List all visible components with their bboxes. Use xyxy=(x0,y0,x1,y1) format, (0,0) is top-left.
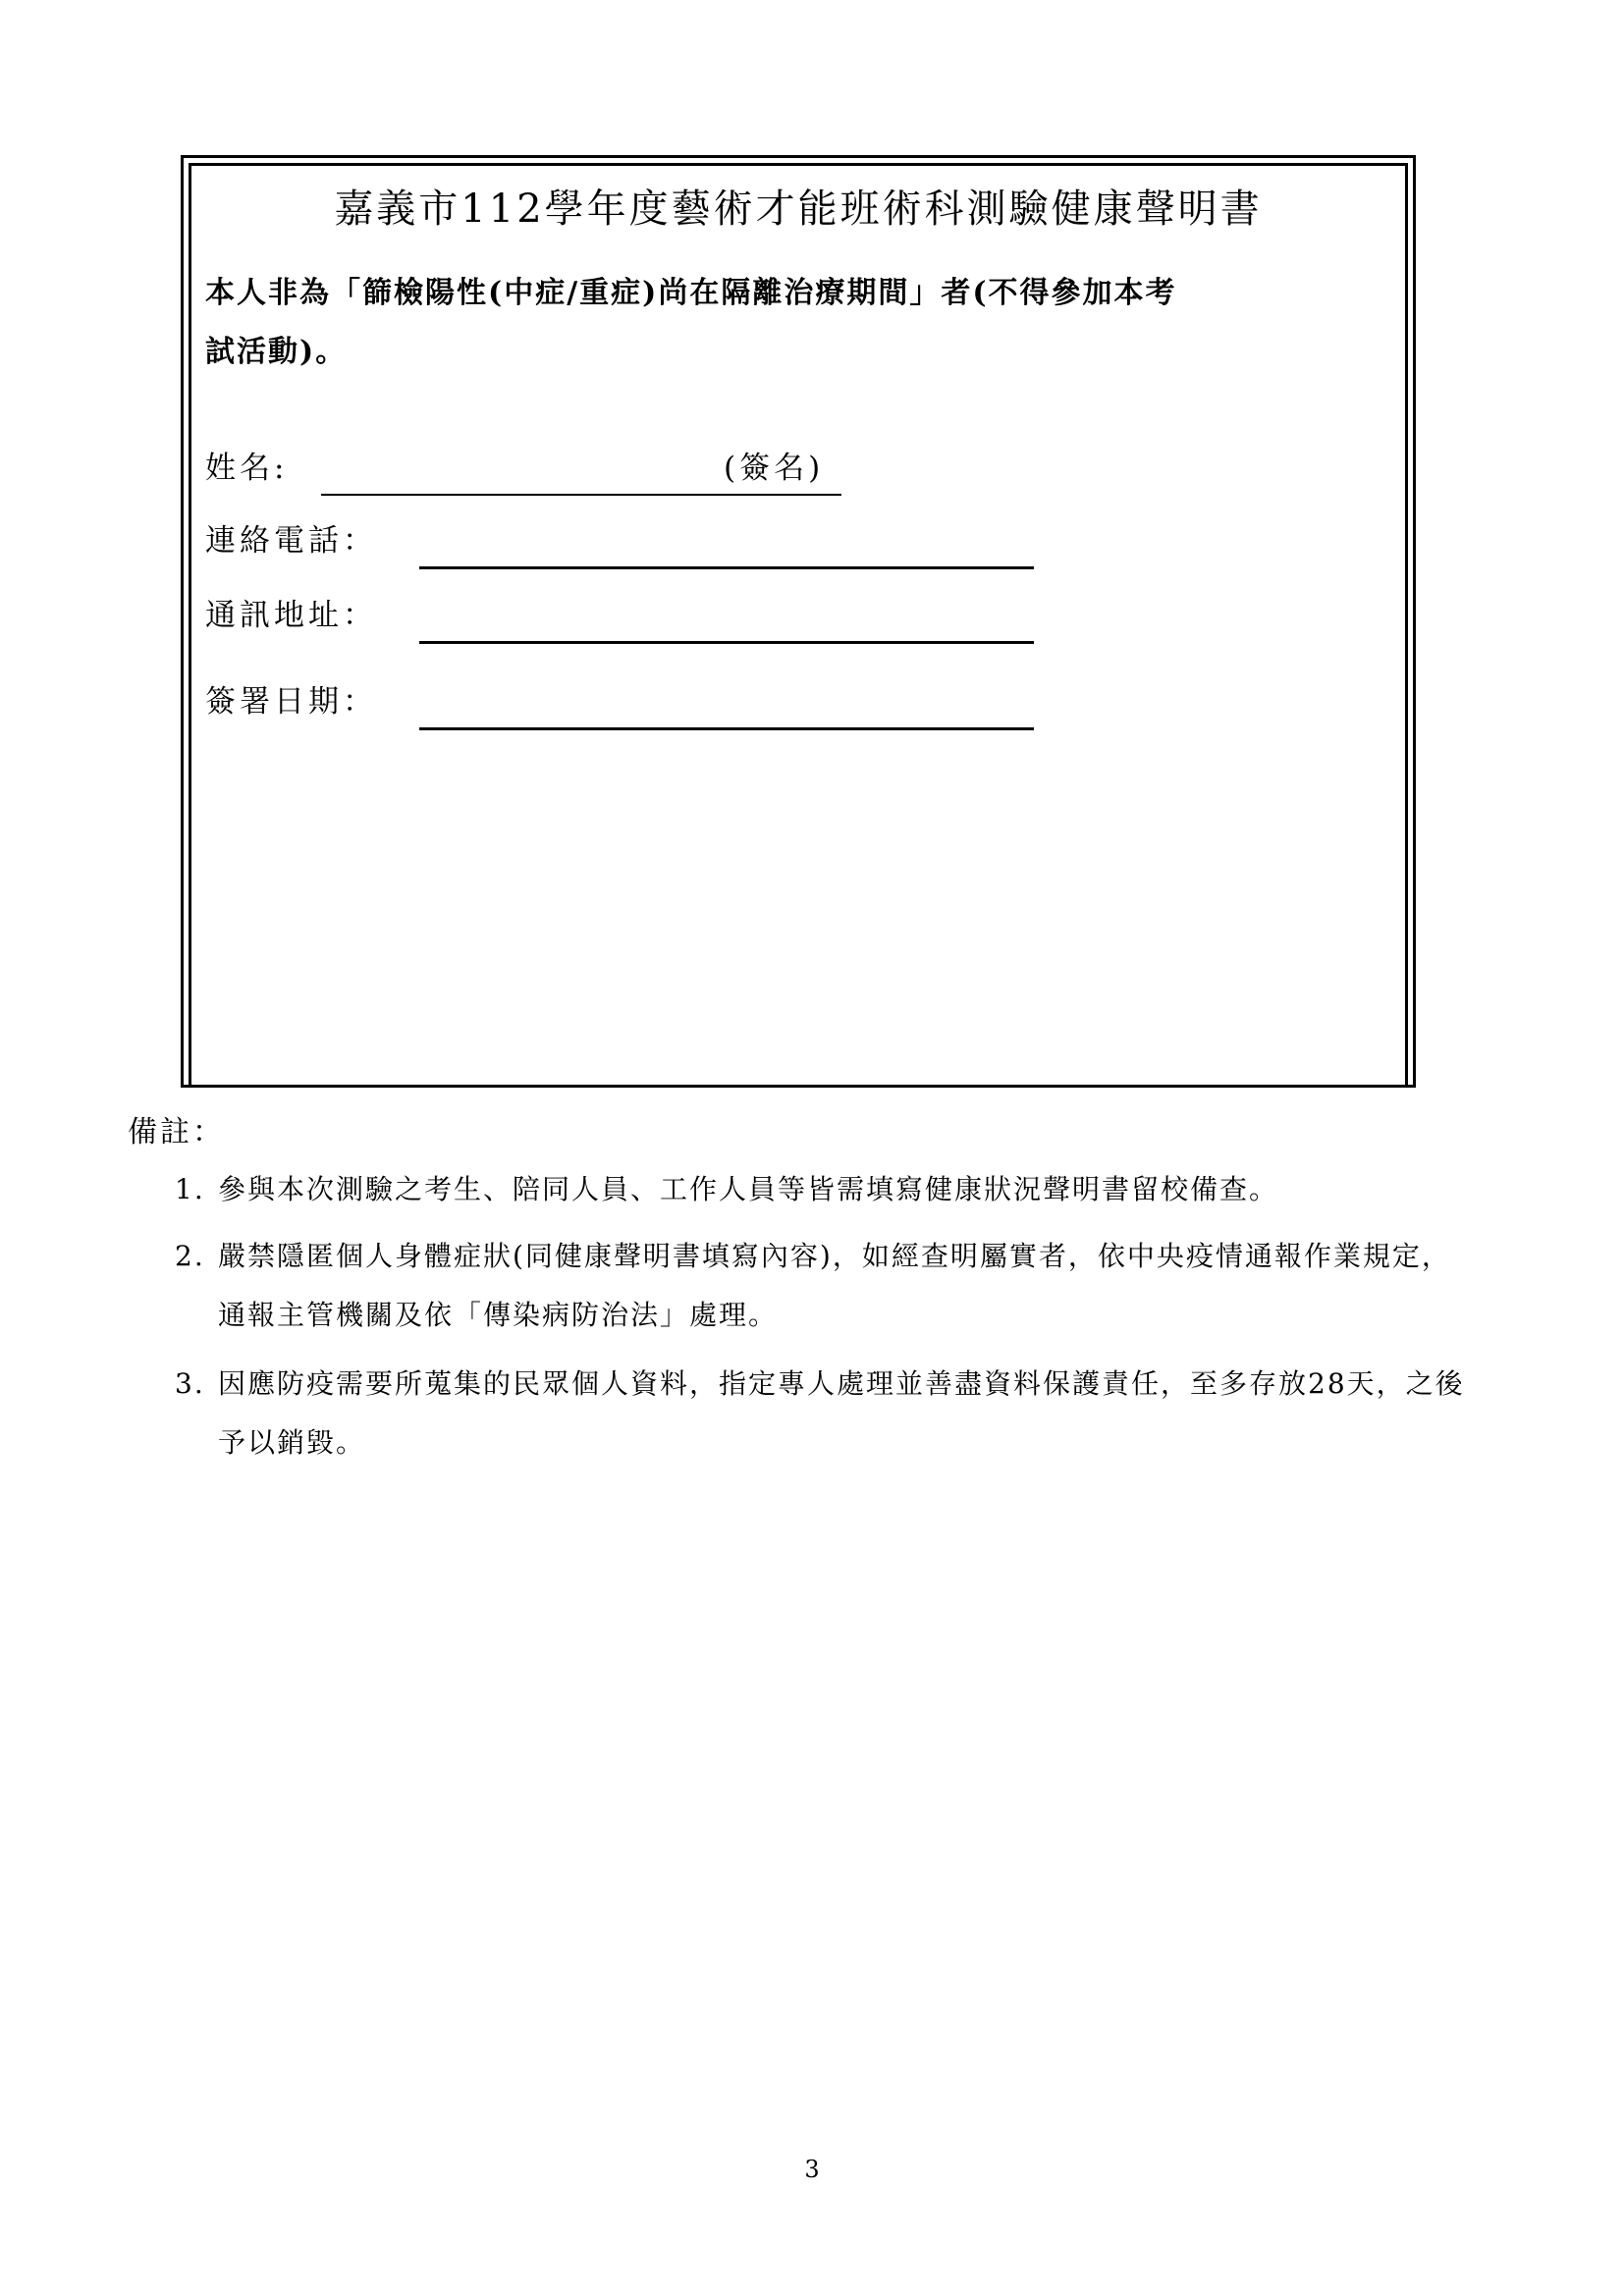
note-item-2 xyxy=(175,1227,1451,1345)
note-item-3 xyxy=(175,1355,1465,1472)
note-text: 因應防疫需要所蒐集的民眾個人資料，指定專人處理並善盡資料保護責任，至多存放28天，之後 xyxy=(218,1367,1465,1400)
address-input-line[interactable] xyxy=(419,641,1034,644)
note-text-continued: 通報主管機關及依「傳染病防治法」處理。 xyxy=(218,1299,779,1331)
notes-title: 備註： xyxy=(128,1115,225,1149)
note-number: 3. xyxy=(175,1367,205,1400)
sign-date-field xyxy=(205,676,377,721)
signature-hint: (簽名) xyxy=(724,451,825,486)
phone-input-line[interactable] xyxy=(419,566,1034,569)
statement-line-1: 本人非為「篩檢陽性(中症/重症)尚在隔離治療期間」者(不得參加本考 xyxy=(205,276,1177,310)
declaration-statement xyxy=(205,264,1403,382)
form-title: 嘉義市112學年度藝術才能班術科測驗健康聲明書 xyxy=(334,187,1263,232)
note-text: 嚴禁隱匿個人身體症狀(同健康聲明書填寫內容)，如經查明屬實者，依中央疫情通報作業規定， xyxy=(218,1240,1451,1272)
note-number: 2. xyxy=(175,1240,205,1272)
address-field xyxy=(205,590,377,634)
note-text-continued: 予以銷毀。 xyxy=(218,1426,366,1459)
phone-field xyxy=(205,515,377,560)
page-number: 3 xyxy=(804,2156,820,2183)
note-item-1 xyxy=(175,1160,1278,1219)
sign-date-label: 簽署日期： xyxy=(205,684,377,720)
name-signature-field xyxy=(205,443,825,487)
address-label: 通訊地址： xyxy=(205,598,377,633)
name-signature-line[interactable] xyxy=(321,494,841,496)
note-text: 參與本次測驗之考生、陪同人員、工作人員等皆需填寫健康狀況聲明書留校備查。 xyxy=(218,1173,1279,1205)
note-number: 1. xyxy=(175,1173,205,1205)
statement-line-2: 試活動)。 xyxy=(205,335,348,369)
sign-date-input-line[interactable] xyxy=(419,727,1034,730)
phone-label: 連絡電話： xyxy=(205,523,377,559)
health-declaration-form xyxy=(181,155,1416,1088)
name-label: 姓名: xyxy=(205,451,289,486)
